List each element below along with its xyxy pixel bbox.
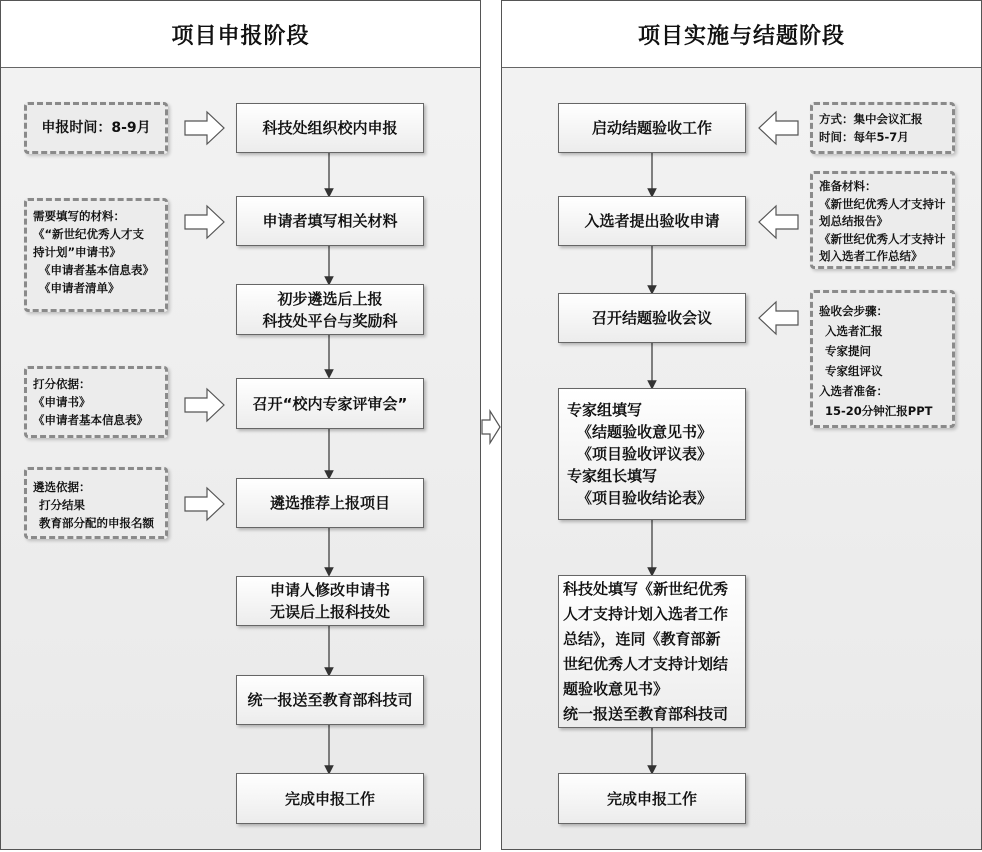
note-scoring-basis bbox=[24, 366, 168, 438]
step-text: 科技处填写《新世纪优秀 bbox=[563, 579, 729, 598]
step-text: 申请人修改申请书 bbox=[269, 581, 390, 599]
note-meeting-steps bbox=[810, 290, 955, 428]
step-complete-application bbox=[236, 773, 424, 824]
note-selection-basis bbox=[24, 467, 168, 539]
stage-transition-arrow bbox=[482, 411, 500, 443]
note-application-time bbox=[24, 102, 168, 154]
step-text: 无误后上报科技处 bbox=[269, 603, 390, 621]
note-text: 打分结果 bbox=[39, 498, 85, 512]
step-request-acceptance bbox=[558, 196, 746, 246]
note-text: 《申请者基本信息表》 bbox=[39, 263, 154, 277]
block-arrow-left bbox=[759, 302, 798, 334]
step-acceptance-meeting bbox=[558, 293, 746, 343]
note-text: 教育部分配的申报名额 bbox=[39, 516, 154, 530]
step-complete-final bbox=[558, 773, 746, 824]
step-organize-application bbox=[236, 103, 424, 153]
note-text: 申报时间：8-9月 bbox=[41, 120, 151, 136]
note-text: 方式：集中会议汇报 bbox=[819, 112, 923, 126]
note-text: 《新世纪优秀人才支持计 bbox=[819, 231, 946, 246]
block-arrow-right bbox=[185, 488, 224, 520]
implementation-stage-title: 项目实施与结题阶段 bbox=[502, 1, 981, 68]
step-text: 专家组填写 bbox=[567, 401, 643, 419]
note-text: 划入选者工作总结》 bbox=[819, 249, 923, 263]
step-text: 《结题验收意见书》 bbox=[577, 423, 713, 441]
note-required-materials bbox=[24, 198, 168, 312]
step-text: 科技处组织校内申报 bbox=[262, 119, 398, 137]
note-text: 验收会步骤： bbox=[819, 304, 888, 318]
step-text: 人才支持计划入选者工作 bbox=[563, 604, 729, 623]
note-text: 《“新世纪优秀人才支 bbox=[33, 227, 145, 241]
note-text: 15-20分钟汇报PPT bbox=[825, 404, 933, 418]
step-text: 完成申报工作 bbox=[284, 789, 375, 808]
note-text: 持计划”申请书》 bbox=[33, 245, 122, 259]
step-submit-to-ministry bbox=[236, 675, 424, 725]
note-text: 时间：每年5-7月 bbox=[819, 130, 909, 144]
step-text: 总结》，连同《教育部新 bbox=[563, 629, 721, 648]
block-arrow-right bbox=[185, 389, 224, 421]
step-expert-review-meeting bbox=[236, 378, 424, 429]
block-arrow-right bbox=[185, 206, 224, 238]
block-arrow-left bbox=[759, 112, 798, 144]
note-text: 准备材料： bbox=[819, 179, 877, 193]
block-arrow-right bbox=[185, 112, 224, 144]
note-text: 《申请者基本信息表》 bbox=[33, 413, 148, 427]
note-text: 遴选依据： bbox=[33, 480, 91, 494]
step-text: 科技处平台与奖励科 bbox=[262, 311, 398, 330]
step-text: 世纪优秀人才支持计划结 bbox=[563, 654, 729, 673]
step-text: 完成申报工作 bbox=[606, 789, 697, 808]
step-text: 入选者提出验收申请 bbox=[584, 212, 720, 230]
step-expert-forms bbox=[558, 388, 746, 520]
block-arrow-left bbox=[759, 206, 798, 238]
step-recommend-projects bbox=[236, 478, 424, 528]
step-submit-summary bbox=[558, 575, 746, 728]
step-text: 初步遴选后上报 bbox=[277, 289, 383, 308]
step-revise-application bbox=[236, 576, 424, 626]
note-text: 划总结报告》 bbox=[819, 214, 888, 228]
note-prepare-materials bbox=[810, 171, 955, 269]
note-text: 打分依据： bbox=[33, 377, 91, 391]
step-text: 《项目验收评议表》 bbox=[577, 445, 713, 463]
note-text: 入选者汇报 bbox=[825, 324, 883, 338]
step-text: 统一报送至教育部科技司 bbox=[563, 704, 729, 723]
note-text: 《申请书》 bbox=[33, 395, 91, 409]
step-text: 启动结题验收工作 bbox=[591, 119, 712, 137]
step-text: 题验收意见书》 bbox=[563, 679, 669, 698]
step-text: 召开结题验收会议 bbox=[591, 309, 712, 327]
note-text: 专家提问 bbox=[825, 344, 871, 358]
application-stage-title: 项目申报阶段 bbox=[1, 1, 480, 68]
note-text: 需要填写的材料： bbox=[33, 209, 125, 223]
note-method-time bbox=[810, 102, 955, 154]
step-fill-materials bbox=[236, 196, 424, 246]
step-text: 遴选推荐上报项目 bbox=[269, 494, 390, 512]
note-text: 《新世纪优秀人才支持计 bbox=[819, 196, 946, 211]
note-text: 《申请者清单》 bbox=[39, 281, 120, 295]
step-start-acceptance bbox=[558, 103, 746, 153]
note-text: 入选者准备： bbox=[819, 384, 888, 398]
step-preliminary-selection bbox=[236, 284, 424, 335]
step-text: 申请者填写相关材料 bbox=[262, 212, 398, 230]
step-text: 统一报送至教育部科技司 bbox=[247, 691, 413, 709]
step-text: 《项目验收结论表》 bbox=[577, 489, 713, 507]
note-text: 专家组评议 bbox=[825, 364, 883, 378]
step-text: 召开“校内专家评审会” bbox=[252, 394, 408, 413]
step-text: 专家组长填写 bbox=[567, 467, 658, 485]
